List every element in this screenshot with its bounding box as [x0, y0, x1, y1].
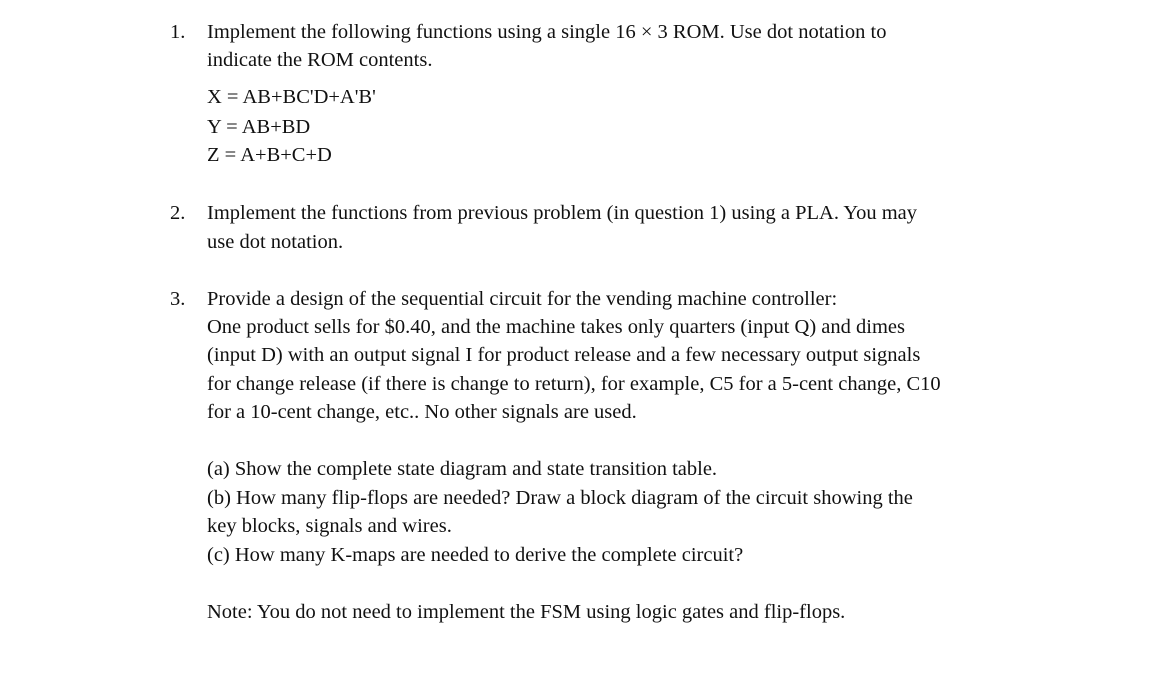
equation-x: X = AB+BC'D+A'B' — [207, 86, 376, 108]
equation-z: Z = A+B+C+D — [207, 144, 332, 166]
question-3-text-line-3: (input D) with an output signal I for product release and a few necessary output signals — [207, 344, 921, 366]
question-2-text-line-1: Implement the functions from previous problem (in question 1) using a PLA. You may — [207, 202, 918, 224]
question-3-text-line-5: for a 10-cent change, etc.. No other signals are used. — [207, 401, 637, 423]
question-2-number: 2. — [170, 202, 186, 224]
question-2-text-line-2: use dot notation. — [207, 231, 344, 253]
question-1-number: 1. — [170, 21, 186, 43]
question-3-note: Note: You do not need to implement the FSM using logic gates and flip-flops. — [207, 601, 846, 623]
question-1-text-line-2: indicate the ROM contents. — [207, 49, 433, 71]
question-3-part-a: (a) Show the complete state diagram and state transition table. — [207, 458, 718, 480]
question-1-text-line-1: Implement the following functions using a single 16 × 3 ROM. Use dot notation to — [207, 21, 887, 43]
equation-y: Y = AB+BD — [207, 116, 311, 138]
question-3-part-b-line-1: (b) How many flip-flops are needed? Draw a block diagram of the circuit showing the — [207, 487, 913, 509]
question-3-number: 3. — [170, 288, 186, 310]
question-3-part-b-line-2: key blocks, signals and wires. — [207, 515, 452, 537]
question-3-text-line-1: Provide a design of the sequential circuit for the vending machine controller: — [207, 288, 838, 310]
question-3-text-line-4: for change release (if there is change to return), for example, C5 for a 5-cent change, C10 — [207, 373, 941, 395]
question-3-text-line-2: One product sells for $0.40, and the machine takes only quarters (input Q) and dimes — [207, 316, 905, 338]
question-3-part-c: (c) How many K-maps are needed to derive the complete circuit? — [207, 544, 744, 566]
